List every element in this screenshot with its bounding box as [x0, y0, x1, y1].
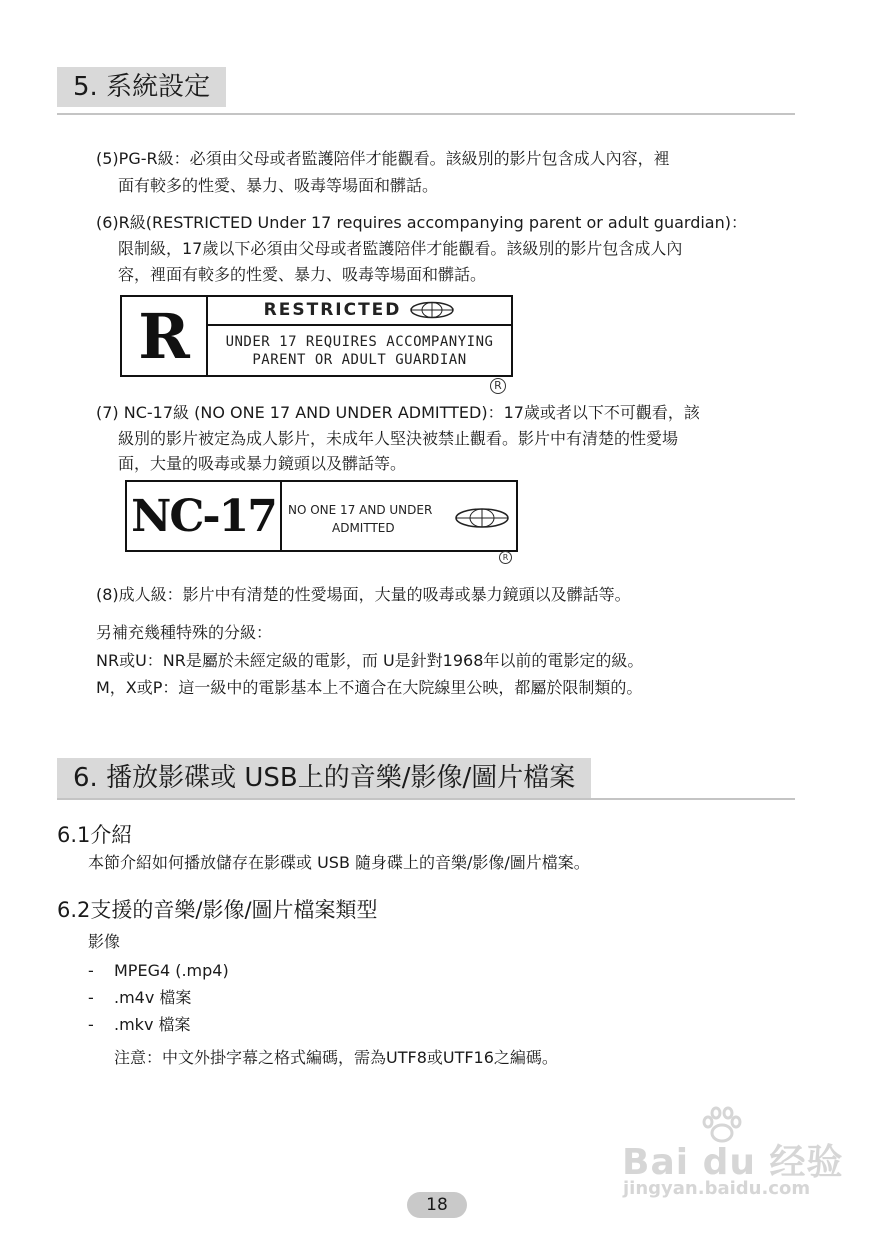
r-badge-line-1: UNDER 17 REQUIRES ACCOMPANYING — [225, 333, 494, 350]
globe-icon — [454, 507, 510, 529]
section-6-title: 6. 播放影碟或 USB上的音樂/影像/圖片檔案 — [57, 758, 591, 798]
nc17-line-1: (7) NC-17級 (NO ONE 17 AND UNDER ADMITTED)：17歲或者以下不可觀看，該 — [96, 403, 700, 422]
nc17-badge-line-1: NO ONE 17 AND UNDER — [288, 503, 433, 517]
nc17-rating-badge — [125, 480, 518, 552]
pgr-line-2: 面有較多的性愛、暴力、吸毒等場面和髒話。 — [118, 176, 439, 195]
page-number: 18 — [407, 1192, 467, 1218]
registered-mark-icon: R — [490, 378, 506, 394]
nc17-badge-line-2: ADMITTED — [332, 521, 395, 535]
section-6-rule — [57, 798, 795, 800]
r-line-3: 容，裡面有較多的性愛、暴力、吸毒等場面和髒話。 — [118, 265, 487, 284]
nc17-badge-title: NC-17 — [127, 482, 282, 550]
watermark-url: jingyan.baidu.com — [623, 1178, 811, 1199]
bullet-dash: - — [88, 1015, 94, 1034]
extra-line-2: M，X或P：這一級中的電影基本上不適合在大院線里公映，都屬於限制類的。 — [96, 678, 643, 697]
pgr-line-1: (5)PG-R級：必須由父母或者監護陪伴才能觀看。該級別的影片包含成人內容，裡 — [96, 149, 670, 168]
video-category: 影像 — [88, 932, 121, 951]
r-line-2: 限制級，17歲以下必須由父母或者監護陪伴才能觀看。該級別的影片包含成人內 — [118, 239, 683, 258]
r-badge-line-2: PARENT OR ADULT GUARDIAN — [252, 351, 467, 368]
section-6-1-title: 6.1介紹 — [57, 823, 133, 847]
bullet-dash: - — [88, 961, 94, 980]
bullet-dash: - — [88, 988, 94, 1007]
r-badge-letter: R — [122, 297, 208, 375]
list-item: .m4v 檔案 — [114, 988, 192, 1007]
section-6-1-body: 本節介紹如何播放儲存在影碟或 USB 隨身碟上的音樂/影像/圖片檔案。 — [88, 853, 590, 872]
list-item: .mkv 檔案 — [114, 1015, 191, 1034]
extra-heading: 另補充幾種特殊的分級： — [96, 623, 273, 642]
globe-icon — [409, 301, 455, 319]
section-6-2-title: 6.2支援的音樂/影像/圖片檔案類型 — [57, 898, 378, 922]
list-item: MPEG4 (.mp4) — [114, 961, 229, 980]
watermark-brand: Bai du 经验 — [622, 1142, 844, 1183]
extra-line-1: NR或U：NR是屬於未經定級的電影，而 U是針對1968年以前的電影定的級。 — [96, 651, 644, 670]
r-badge-title: RESTRICTED — [263, 300, 402, 320]
nc17-line-2: 級別的影片被定為成人影片，未成年人堅決被禁止觀看。影片中有清楚的性愛場 — [118, 429, 679, 448]
r-line-1: (6)R級(RESTRICTED Under 17 requires accompanying parent or adult guardian)： — [96, 213, 747, 232]
adult-line-1: (8)成人級：影片中有清楚的性愛場面，大量的吸毒或暴力鏡頭以及髒話等。 — [96, 585, 631, 604]
section-5-title: 5. 系統設定 — [57, 67, 226, 107]
subtitle-encoding-note: 注意：中文外掛字幕之格式編碼，需為UTF8或UTF16之編碼。 — [114, 1048, 558, 1067]
registered-mark-icon: R — [499, 551, 512, 564]
section-5-rule — [57, 113, 795, 115]
r-rating-badge — [120, 295, 513, 377]
nc17-line-3: 面，大量的吸毒或暴力鏡頭以及髒話等。 — [118, 454, 407, 473]
